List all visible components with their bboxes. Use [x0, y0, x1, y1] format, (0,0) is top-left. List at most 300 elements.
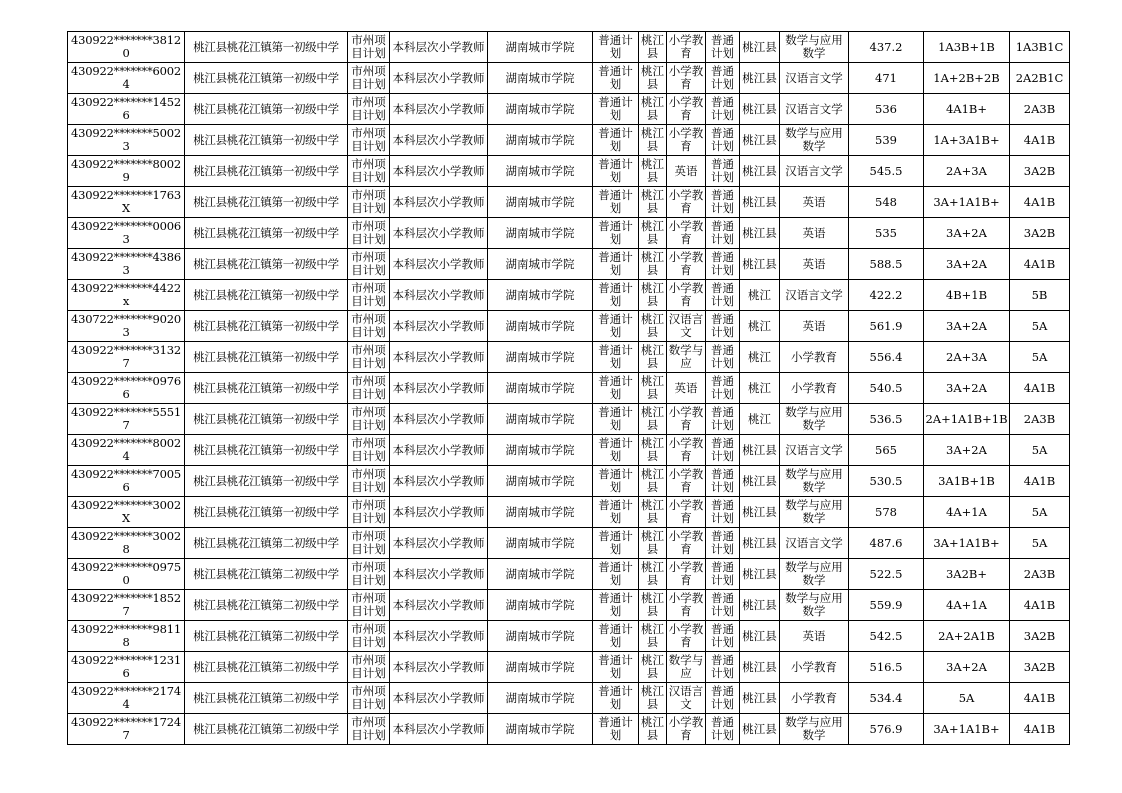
college-cell: 湖南城市学院 [488, 559, 593, 590]
score-cell: 561.9 [849, 311, 924, 342]
county-cell-2: 桃江县 [740, 94, 780, 125]
plan-type-cell-2: 普通计划 [706, 466, 740, 497]
plan-type-cell-2: 普通计划 [706, 94, 740, 125]
level-cell: 本科层次小学教师 [390, 63, 488, 94]
score-cell: 522.5 [849, 559, 924, 590]
college-cell: 湖南城市学院 [488, 466, 593, 497]
score-cell: 530.5 [849, 466, 924, 497]
college-cell: 湖南城市学院 [488, 156, 593, 187]
subject-cell: 数学与应用数学 [780, 32, 849, 63]
table-row [68, 621, 1070, 652]
plan-category-cell: 市州项目计划 [348, 187, 390, 218]
history-grade-cell: 3A2B [1010, 218, 1070, 249]
county-cell-2: 桃江县 [740, 497, 780, 528]
school-cell: 桃江县桃花江镇第一初级中学 [185, 156, 348, 187]
score-cell: 548 [849, 187, 924, 218]
level-cell: 本科层次小学教师 [390, 621, 488, 652]
history-grade-cell: 4A1B [1010, 249, 1070, 280]
plan-type-cell-2: 普通计划 [706, 590, 740, 621]
score-cell: 536 [849, 94, 924, 125]
id-number-cell: 430922*******3002X [68, 497, 185, 528]
history-grade-cell: 4A1B [1010, 373, 1070, 404]
level-cell: 本科层次小学教师 [390, 466, 488, 497]
subject-cell: 英语 [780, 187, 849, 218]
level-cell: 本科层次小学教师 [390, 559, 488, 590]
major-cell: 汉语言文 [667, 683, 706, 714]
level-cell: 本科层次小学教师 [390, 683, 488, 714]
grade-cell: 3A1B+1B [924, 466, 1010, 497]
subject-cell: 数学与应用数学 [780, 404, 849, 435]
plan-type-cell-2: 普通计划 [706, 280, 740, 311]
id-number-cell: 430922*******98118 [68, 621, 185, 652]
plan-type-cell-2: 普通计划 [706, 342, 740, 373]
county-cell: 桃江县 [639, 466, 667, 497]
county-cell-2: 桃江 [740, 404, 780, 435]
school-cell: 桃江县桃花江镇第一初级中学 [185, 125, 348, 156]
grade-cell: 1A+3A1B+ [924, 125, 1010, 156]
subject-cell: 英语 [780, 249, 849, 280]
level-cell: 本科层次小学教师 [390, 94, 488, 125]
grade-cell: 1A+2B+2B [924, 63, 1010, 94]
county-cell: 桃江县 [639, 125, 667, 156]
grade-cell: 3A+2A [924, 373, 1010, 404]
grade-cell: 3A+2A [924, 249, 1010, 280]
plan-category-cell: 市州项目计划 [348, 63, 390, 94]
id-number-cell: 430922*******4422x [68, 280, 185, 311]
plan-category-cell: 市州项目计划 [348, 125, 390, 156]
subject-cell: 英语 [780, 621, 849, 652]
grade-cell: 4B+1B [924, 280, 1010, 311]
score-cell: 516.5 [849, 652, 924, 683]
history-grade-cell: 5B [1010, 280, 1070, 311]
county-cell: 桃江县 [639, 621, 667, 652]
score-cell: 471 [849, 63, 924, 94]
table-row [68, 125, 1070, 156]
subject-cell: 数学与应用数学 [780, 559, 849, 590]
table-row [68, 63, 1070, 94]
grade-cell: 3A+1A1B+ [924, 528, 1010, 559]
score-cell: 536.5 [849, 404, 924, 435]
county-cell: 桃江县 [639, 714, 667, 745]
id-number-cell: 430922*******60024 [68, 63, 185, 94]
major-cell: 小学教育 [667, 714, 706, 745]
plan-type-cell-2: 普通计划 [706, 218, 740, 249]
plan-type-cell: 普通计划 [593, 280, 639, 311]
county-cell: 桃江县 [639, 63, 667, 94]
score-cell: 422.2 [849, 280, 924, 311]
table-row [68, 342, 1070, 373]
level-cell: 本科层次小学教师 [390, 342, 488, 373]
level-cell: 本科层次小学教师 [390, 404, 488, 435]
plan-category-cell: 市州项目计划 [348, 652, 390, 683]
subject-cell: 数学与应用数学 [780, 497, 849, 528]
table-row [68, 497, 1070, 528]
plan-type-cell: 普通计划 [593, 714, 639, 745]
plan-type-cell: 普通计划 [593, 590, 639, 621]
plan-type-cell-2: 普通计划 [706, 559, 740, 590]
history-grade-cell: 4A1B [1010, 590, 1070, 621]
history-grade-cell: 5A [1010, 435, 1070, 466]
history-grade-cell: 4A1B [1010, 714, 1070, 745]
plan-category-cell: 市州项目计划 [348, 404, 390, 435]
grade-cell: 4A+1A [924, 590, 1010, 621]
plan-type-cell-2: 普通计划 [706, 63, 740, 94]
plan-type-cell-2: 普通计划 [706, 125, 740, 156]
id-number-cell: 430722*******90203 [68, 311, 185, 342]
school-cell: 桃江县桃花江镇第一初级中学 [185, 218, 348, 249]
plan-type-cell: 普通计划 [593, 187, 639, 218]
county-cell: 桃江县 [639, 156, 667, 187]
history-grade-cell: 2A3B [1010, 404, 1070, 435]
subject-cell: 汉语言文学 [780, 63, 849, 94]
major-cell: 数学与应 [667, 652, 706, 683]
id-number-cell: 430922*******70056 [68, 466, 185, 497]
school-cell: 桃江县桃花江镇第二初级中学 [185, 714, 348, 745]
score-cell: 542.5 [849, 621, 924, 652]
subject-cell: 小学教育 [780, 683, 849, 714]
plan-type-cell: 普通计划 [593, 466, 639, 497]
grade-cell: 2A+1A1B+1B [924, 404, 1010, 435]
plan-type-cell: 普通计划 [593, 94, 639, 125]
history-grade-cell: 5A [1010, 311, 1070, 342]
level-cell: 本科层次小学教师 [390, 125, 488, 156]
id-number-cell: 430922*******09750 [68, 559, 185, 590]
college-cell: 湖南城市学院 [488, 621, 593, 652]
college-cell: 湖南城市学院 [488, 342, 593, 373]
id-number-cell: 430922*******55517 [68, 404, 185, 435]
plan-category-cell: 市州项目计划 [348, 249, 390, 280]
plan-type-cell: 普通计划 [593, 404, 639, 435]
major-cell: 数学与应 [667, 342, 706, 373]
plan-category-cell: 市州项目计划 [348, 156, 390, 187]
county-cell-2: 桃江县 [740, 218, 780, 249]
history-grade-cell: 5A [1010, 528, 1070, 559]
major-cell: 小学教育 [667, 249, 706, 280]
history-grade-cell: 1A3B1C [1010, 32, 1070, 63]
grade-cell: 2A+3A [924, 156, 1010, 187]
county-cell-2: 桃江县 [740, 559, 780, 590]
plan-type-cell: 普通计划 [593, 311, 639, 342]
plan-type-cell: 普通计划 [593, 342, 639, 373]
plan-type-cell-2: 普通计划 [706, 497, 740, 528]
subject-cell: 小学教育 [780, 373, 849, 404]
history-grade-cell: 3A2B [1010, 156, 1070, 187]
major-cell: 小学教育 [667, 125, 706, 156]
plan-type-cell-2: 普通计划 [706, 528, 740, 559]
major-cell: 小学教育 [667, 497, 706, 528]
school-cell: 桃江县桃花江镇第一初级中学 [185, 32, 348, 63]
plan-category-cell: 市州项目计划 [348, 621, 390, 652]
plan-type-cell-2: 普通计划 [706, 187, 740, 218]
county-cell: 桃江县 [639, 373, 667, 404]
score-cell: 540.5 [849, 373, 924, 404]
college-cell: 湖南城市学院 [488, 683, 593, 714]
id-number-cell: 430922*******14526 [68, 94, 185, 125]
college-cell: 湖南城市学院 [488, 590, 593, 621]
college-cell: 湖南城市学院 [488, 125, 593, 156]
county-cell-2: 桃江县 [740, 652, 780, 683]
school-cell: 桃江县桃花江镇第二初级中学 [185, 590, 348, 621]
college-cell: 湖南城市学院 [488, 280, 593, 311]
plan-category-cell: 市州项目计划 [348, 311, 390, 342]
score-cell: 578 [849, 497, 924, 528]
history-grade-cell: 5A [1010, 497, 1070, 528]
subject-cell: 汉语言文学 [780, 435, 849, 466]
subject-cell: 英语 [780, 311, 849, 342]
plan-category-cell: 市州项目计划 [348, 280, 390, 311]
table-row [68, 714, 1070, 745]
county-cell: 桃江县 [639, 528, 667, 559]
plan-category-cell: 市州项目计划 [348, 590, 390, 621]
score-cell: 565 [849, 435, 924, 466]
grade-cell: 2A+3A [924, 342, 1010, 373]
county-cell: 桃江县 [639, 590, 667, 621]
plan-type-cell: 普通计划 [593, 559, 639, 590]
county-cell: 桃江县 [639, 652, 667, 683]
grade-cell: 5A [924, 683, 1010, 714]
college-cell: 湖南城市学院 [488, 94, 593, 125]
level-cell: 本科层次小学教师 [390, 280, 488, 311]
table-row [68, 435, 1070, 466]
school-cell: 桃江县桃花江镇第二初级中学 [185, 528, 348, 559]
enrollment-table [67, 31, 1070, 745]
major-cell: 英语 [667, 156, 706, 187]
county-cell-2: 桃江县 [740, 466, 780, 497]
school-cell: 桃江县桃花江镇第二初级中学 [185, 621, 348, 652]
grade-cell: 2A+2A1B [924, 621, 1010, 652]
table-body [68, 32, 1070, 745]
id-number-cell: 430922*******38120 [68, 32, 185, 63]
id-number-cell: 430922*******50023 [68, 125, 185, 156]
school-cell: 桃江县桃花江镇第一初级中学 [185, 63, 348, 94]
college-cell: 湖南城市学院 [488, 249, 593, 280]
id-number-cell: 430922*******21744 [68, 683, 185, 714]
plan-category-cell: 市州项目计划 [348, 497, 390, 528]
school-cell: 桃江县桃花江镇第二初级中学 [185, 652, 348, 683]
college-cell: 湖南城市学院 [488, 218, 593, 249]
college-cell: 湖南城市学院 [488, 404, 593, 435]
score-cell: 539 [849, 125, 924, 156]
plan-type-cell-2: 普通计划 [706, 652, 740, 683]
id-number-cell: 430922*******1763X [68, 187, 185, 218]
id-number-cell: 430922*******30028 [68, 528, 185, 559]
score-cell: 588.5 [849, 249, 924, 280]
county-cell-2: 桃江县 [740, 714, 780, 745]
subject-cell: 汉语言文学 [780, 94, 849, 125]
college-cell: 湖南城市学院 [488, 311, 593, 342]
subject-cell: 汉语言文学 [780, 528, 849, 559]
county-cell-2: 桃江县 [740, 249, 780, 280]
major-cell: 小学教育 [667, 466, 706, 497]
plan-type-cell: 普通计划 [593, 125, 639, 156]
level-cell: 本科层次小学教师 [390, 373, 488, 404]
subject-cell: 数学与应用数学 [780, 590, 849, 621]
grade-cell: 3A+2A [924, 652, 1010, 683]
level-cell: 本科层次小学教师 [390, 528, 488, 559]
table-row [68, 280, 1070, 311]
major-cell: 小学教育 [667, 435, 706, 466]
county-cell-2: 桃江县 [740, 156, 780, 187]
history-grade-cell: 4A1B [1010, 683, 1070, 714]
history-grade-cell: 3A2B [1010, 652, 1070, 683]
school-cell: 桃江县桃花江镇第一初级中学 [185, 311, 348, 342]
county-cell: 桃江县 [639, 32, 667, 63]
county-cell-2: 桃江县 [740, 125, 780, 156]
plan-type-cell: 普通计划 [593, 621, 639, 652]
level-cell: 本科层次小学教师 [390, 497, 488, 528]
score-cell: 559.9 [849, 590, 924, 621]
plan-type-cell-2: 普通计划 [706, 156, 740, 187]
plan-type-cell-2: 普通计划 [706, 311, 740, 342]
school-cell: 桃江县桃花江镇第一初级中学 [185, 187, 348, 218]
table-row [68, 466, 1070, 497]
plan-type-cell-2: 普通计划 [706, 435, 740, 466]
grade-cell: 3A+1A1B+ [924, 714, 1010, 745]
plan-type-cell: 普通计划 [593, 497, 639, 528]
id-number-cell: 430922*******31327 [68, 342, 185, 373]
county-cell: 桃江县 [639, 404, 667, 435]
school-cell: 桃江县桃花江镇第一初级中学 [185, 249, 348, 280]
major-cell: 小学教育 [667, 621, 706, 652]
county-cell-2: 桃江 [740, 373, 780, 404]
subject-cell: 数学与应用数学 [780, 714, 849, 745]
major-cell: 英语 [667, 373, 706, 404]
table-row [68, 94, 1070, 125]
level-cell: 本科层次小学教师 [390, 652, 488, 683]
grade-cell: 4A1B+ [924, 94, 1010, 125]
college-cell: 湖南城市学院 [488, 497, 593, 528]
major-cell: 小学教育 [667, 559, 706, 590]
plan-type-cell-2: 普通计划 [706, 249, 740, 280]
plan-category-cell: 市州项目计划 [348, 559, 390, 590]
level-cell: 本科层次小学教师 [390, 156, 488, 187]
level-cell: 本科层次小学教师 [390, 714, 488, 745]
table-row [68, 311, 1070, 342]
score-cell: 556.4 [849, 342, 924, 373]
plan-category-cell: 市州项目计划 [348, 466, 390, 497]
score-cell: 437.2 [849, 32, 924, 63]
id-number-cell: 430922*******43863 [68, 249, 185, 280]
major-cell: 小学教育 [667, 404, 706, 435]
history-grade-cell: 4A1B [1010, 125, 1070, 156]
subject-cell: 英语 [780, 218, 849, 249]
plan-type-cell: 普通计划 [593, 32, 639, 63]
county-cell: 桃江县 [639, 280, 667, 311]
plan-type-cell: 普通计划 [593, 218, 639, 249]
plan-category-cell: 市州项目计划 [348, 94, 390, 125]
history-grade-cell: 5A [1010, 342, 1070, 373]
plan-category-cell: 市州项目计划 [348, 218, 390, 249]
table-row [68, 249, 1070, 280]
county-cell-2: 桃江县 [740, 683, 780, 714]
grade-cell: 3A+2A [924, 218, 1010, 249]
school-cell: 桃江县桃花江镇第一初级中学 [185, 497, 348, 528]
grade-cell: 3A+1A1B+ [924, 187, 1010, 218]
level-cell: 本科层次小学教师 [390, 218, 488, 249]
school-cell: 桃江县桃花江镇第二初级中学 [185, 683, 348, 714]
county-cell-2: 桃江县 [740, 32, 780, 63]
history-grade-cell: 2A2B1C [1010, 63, 1070, 94]
score-cell: 576.9 [849, 714, 924, 745]
county-cell-2: 桃江县 [740, 621, 780, 652]
subject-cell: 数学与应用数学 [780, 125, 849, 156]
history-grade-cell: 2A3B [1010, 94, 1070, 125]
table-row [68, 528, 1070, 559]
county-cell-2: 桃江 [740, 311, 780, 342]
county-cell: 桃江县 [639, 342, 667, 373]
score-cell: 545.5 [849, 156, 924, 187]
major-cell: 小学教育 [667, 590, 706, 621]
county-cell: 桃江县 [639, 683, 667, 714]
id-number-cell: 430922*******00063 [68, 218, 185, 249]
school-cell: 桃江县桃花江镇第一初级中学 [185, 94, 348, 125]
table-row [68, 187, 1070, 218]
major-cell: 小学教育 [667, 218, 706, 249]
grade-cell: 3A+2A [924, 311, 1010, 342]
college-cell: 湖南城市学院 [488, 652, 593, 683]
grade-cell: 1A3B+1B [924, 32, 1010, 63]
table-row [68, 590, 1070, 621]
plan-type-cell-2: 普通计划 [706, 373, 740, 404]
table-row [68, 404, 1070, 435]
county-cell: 桃江县 [639, 249, 667, 280]
county-cell: 桃江县 [639, 187, 667, 218]
school-cell: 桃江县桃花江镇第一初级中学 [185, 280, 348, 311]
major-cell: 小学教育 [667, 528, 706, 559]
school-cell: 桃江县桃花江镇第一初级中学 [185, 342, 348, 373]
level-cell: 本科层次小学教师 [390, 32, 488, 63]
county-cell: 桃江县 [639, 94, 667, 125]
college-cell: 湖南城市学院 [488, 32, 593, 63]
id-number-cell: 430922*******80029 [68, 156, 185, 187]
subject-cell: 汉语言文学 [780, 156, 849, 187]
table-row [68, 32, 1070, 63]
grade-cell: 3A+2A [924, 435, 1010, 466]
score-cell: 535 [849, 218, 924, 249]
county-cell-2: 桃江 [740, 342, 780, 373]
school-cell: 桃江县桃花江镇第一初级中学 [185, 404, 348, 435]
school-cell: 桃江县桃花江镇第一初级中学 [185, 373, 348, 404]
plan-type-cell: 普通计划 [593, 435, 639, 466]
college-cell: 湖南城市学院 [488, 63, 593, 94]
id-number-cell: 430922*******17247 [68, 714, 185, 745]
major-cell: 小学教育 [667, 187, 706, 218]
county-cell-2: 桃江县 [740, 528, 780, 559]
plan-category-cell: 市州项目计划 [348, 714, 390, 745]
major-cell: 小学教育 [667, 94, 706, 125]
major-cell: 汉语言文 [667, 311, 706, 342]
level-cell: 本科层次小学教师 [390, 435, 488, 466]
county-cell: 桃江县 [639, 311, 667, 342]
plan-category-cell: 市州项目计划 [348, 373, 390, 404]
history-grade-cell: 3A2B [1010, 621, 1070, 652]
plan-type-cell: 普通计划 [593, 373, 639, 404]
school-cell: 桃江县桃花江镇第一初级中学 [185, 435, 348, 466]
major-cell: 小学教育 [667, 280, 706, 311]
county-cell: 桃江县 [639, 497, 667, 528]
school-cell: 桃江县桃花江镇第二初级中学 [185, 559, 348, 590]
history-grade-cell: 2A3B [1010, 559, 1070, 590]
table-row [68, 156, 1070, 187]
plan-type-cell-2: 普通计划 [706, 621, 740, 652]
plan-type-cell: 普通计划 [593, 652, 639, 683]
plan-category-cell: 市州项目计划 [348, 342, 390, 373]
plan-type-cell-2: 普通计划 [706, 404, 740, 435]
plan-category-cell: 市州项目计划 [348, 528, 390, 559]
college-cell: 湖南城市学院 [488, 528, 593, 559]
school-cell: 桃江县桃花江镇第一初级中学 [185, 466, 348, 497]
plan-type-cell: 普通计划 [593, 156, 639, 187]
